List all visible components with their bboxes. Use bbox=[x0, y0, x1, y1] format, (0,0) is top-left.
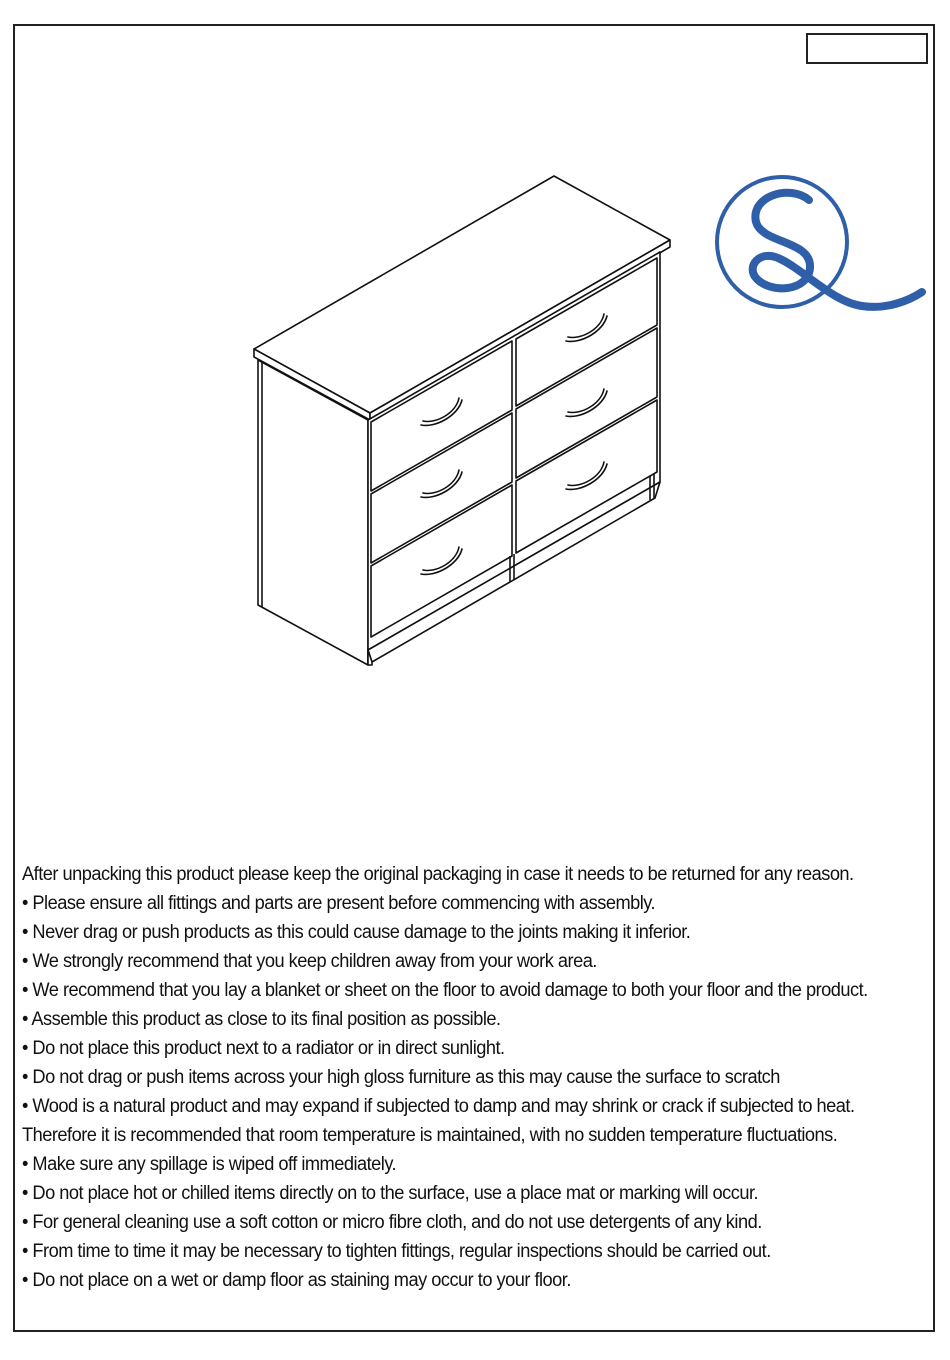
six-drawer-chest-icon bbox=[245, 170, 675, 670]
instruction-item: • Do not place on a wet or damp floor as staining may occur to your floor. bbox=[22, 1269, 571, 1291]
care-instructions bbox=[22, 860, 873, 1295]
instruction-item: • For general cleaning use a soft cotton or micro fibre cloth, and do not use detergents of any kind. bbox=[22, 1211, 762, 1233]
instruction-item: • Wood is a natural product and may expand if subjected to damp and may shrink or crack if subjected to heat. bbox=[22, 1095, 855, 1117]
intro-text: After unpacking this product please keep the original packaging in case it needs to be returned for any reason. bbox=[22, 863, 854, 885]
instruction-item: • Please ensure all fittings and parts are present before commencing with assembly. bbox=[22, 892, 656, 914]
instruction-item: • We recommend that you lay a blanket or sheet on the floor to avoid damage to both your floor and the product. bbox=[22, 979, 868, 1001]
instruction-item: • Never drag or push products as this could cause damage to the joints making it inferior. bbox=[22, 921, 691, 943]
instruction-item: • From time to time it may be necessary to tighten fittings, regular inspections should be carried out. bbox=[22, 1240, 771, 1262]
instruction-item: • Do not place this product next to a radiator or in direct sunlight. bbox=[22, 1037, 505, 1059]
instruction-continuation: Therefore it is recommended that room temperature is maintained, with no sudden temperature fluctuations. bbox=[22, 1124, 838, 1146]
sq-monogram-icon bbox=[712, 170, 932, 315]
product-code-box bbox=[806, 33, 928, 64]
instruction-item: • Do not drag or push items across your high gloss furniture as this may cause the surface to scratch bbox=[22, 1066, 780, 1088]
instruction-item: • Make sure any spillage is wiped off immediately. bbox=[22, 1153, 397, 1175]
instruction-item: • Do not place hot or chilled items directly on to the surface, use a place mat or marking will occur. bbox=[22, 1182, 759, 1204]
instruction-item: • Assemble this product as close to its final position as possible. bbox=[22, 1008, 501, 1030]
instruction-item: • We strongly recommend that you keep children away from your work area. bbox=[22, 950, 597, 972]
